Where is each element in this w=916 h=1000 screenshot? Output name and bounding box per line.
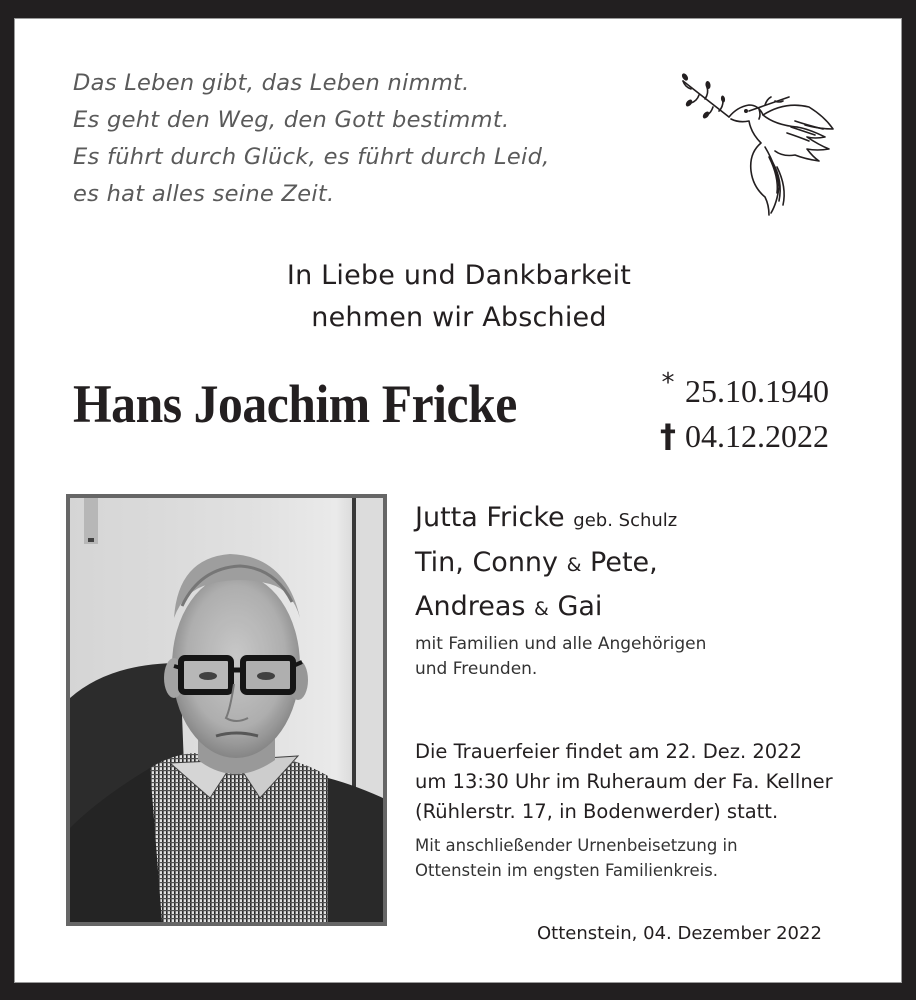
family-names-c: Andreas: [415, 591, 526, 622]
death-row: [651, 414, 829, 459]
birth-star-icon: *: [661, 368, 675, 398]
service-line-3: (Rühlerstr. 17, in Bodenwerder) statt.: [415, 800, 779, 823]
service-line-1: Die Trauerfeier findet am 22. Dez. 2022: [415, 740, 802, 763]
poem: [73, 65, 550, 213]
family-names-d: Gai: [557, 591, 603, 622]
burial-line-1: Mit anschließender Urnenbeisetzung in: [415, 836, 738, 855]
family-names-a: Tin, Conny: [415, 547, 559, 578]
place-and-date: Ottenstein, 04. Dezember 2022: [537, 923, 822, 944]
ampersand: &: [534, 598, 549, 620]
obituary-card: [14, 18, 902, 983]
portrait-photo: [66, 494, 387, 926]
poem-line: Das Leben gibt, das Leben nimmt.: [73, 70, 470, 96]
portrait-image: [70, 498, 383, 922]
service-line-2: um 13:30 Uhr im Ruheraum der Fa. Kellner: [415, 770, 833, 793]
poem-line: Es geht den Weg, den Gott bestimmt.: [73, 107, 510, 133]
poem-line: Es führt durch Glück, es führt durch Leid,: [73, 144, 550, 170]
funeral-service-info: [415, 737, 833, 883]
death-cross-icon: †: [660, 417, 676, 455]
life-dates: [651, 369, 829, 459]
family-signatures: [415, 497, 706, 682]
burial-note: [415, 833, 833, 883]
family-line-3: [415, 586, 706, 630]
family-note-line-2: und Freunden.: [415, 659, 538, 679]
birth-date: 25.10.1940: [685, 373, 829, 409]
birth-row: [651, 369, 829, 414]
farewell-line-1: In Liebe und Dankbarkeit: [286, 260, 632, 291]
farewell-line-2: nehmen wir Abschied: [311, 302, 607, 333]
spouse-maiden-name: geb. Schulz: [573, 510, 678, 531]
family-line-1: [415, 497, 706, 542]
ampersand: &: [566, 554, 582, 576]
family-note: [415, 632, 706, 682]
spouse-name: Jutta Fricke: [415, 502, 565, 533]
dove-with-olive-branch-icon: [679, 67, 839, 217]
death-date: 04.12.2022: [685, 418, 829, 454]
family-note-line-1: mit Familien und alle Angehörigen: [415, 634, 707, 654]
family-names-b: Pete,: [590, 547, 658, 578]
farewell-heading: [15, 255, 903, 339]
poem-line: es hat alles seine Zeit.: [73, 181, 335, 207]
burial-line-2: Ottenstein im engsten Familienkreis.: [415, 861, 719, 880]
deceased-name: Hans Joachim Fricke: [73, 374, 517, 434]
family-line-2: [415, 542, 706, 586]
service-details: [415, 737, 833, 827]
